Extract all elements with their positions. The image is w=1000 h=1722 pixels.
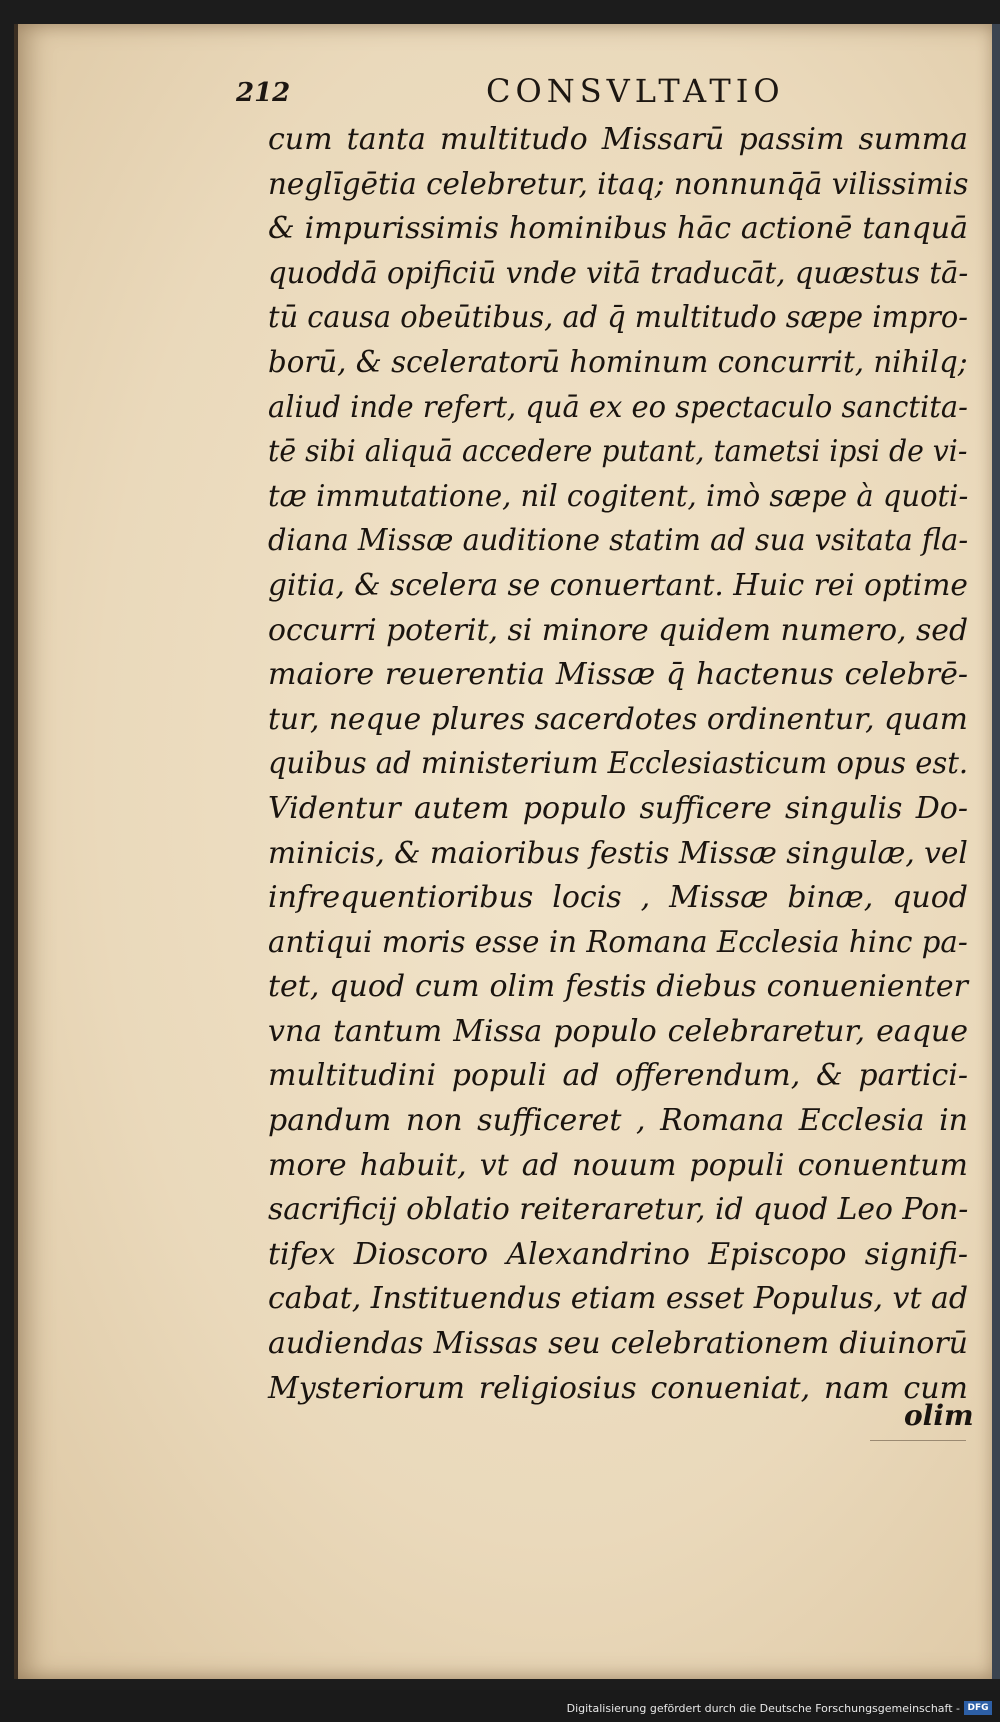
dfg-logo: DFG [964, 1701, 992, 1715]
page-header [236, 70, 996, 116]
text-line: tū causa obeūtibus, ad q̄ multitudo sæpe impro- [268, 300, 968, 336]
text-line: quoddā opificiū vnde vitā traducāt, quæstus tā- [268, 255, 969, 291]
text-line: maiore reuerentia Missæ q̄ hactenus celebrē- [268, 657, 968, 693]
text-line: audiendas Missas seu celebrationem diuinorū [268, 1326, 968, 1362]
text-line: multitudini populi ad offerendum, & partici- [268, 1058, 968, 1094]
text-line: cabat, Instituendus etiam esset Populus, vt ad [268, 1281, 969, 1317]
running-title: CONSVLTATIO [486, 72, 785, 110]
text-line: pandum non sufficeret , Romana Ecclesia in [268, 1103, 968, 1139]
page-edge [992, 24, 1000, 1679]
text-line: more habuit, vt ad nouum populi conuentum [268, 1147, 968, 1183]
text-line: cum tanta multitudo Missarū passim summa [268, 122, 968, 157]
page-number: 212 [236, 78, 291, 108]
text-line: tifex Dioscoro Alexandrino Episcopo signifi- [268, 1236, 968, 1272]
text-line: diana Missæ auditione statim ad sua vsitata fla- [268, 523, 969, 559]
text-line: quibus ad ministerium Ecclesiasticum opus est. [268, 746, 969, 782]
text-line: Videntur autem populo sufficere singulis Do- [268, 790, 968, 826]
text-line: & impurissimis hominibus hāc actionē tanquā [268, 211, 968, 247]
body-text [268, 118, 968, 1411]
text-line: antiqui moris esse in Romana Ecclesia hinc pa- [268, 924, 968, 960]
catchword-rule [870, 1440, 966, 1441]
text-line: aliud inde refert, quā ex eo spectaculo sanctita- [268, 389, 968, 425]
catchword: olim [904, 1399, 974, 1432]
text-line: occurri poterit, si minore quidem numero, sed [268, 612, 969, 648]
text-line: tē sibi aliquā accedere putant, tametsi ipsi de vi- [268, 434, 968, 470]
text-line: minicis, & maioribus festis Missæ singulæ, vel [268, 835, 968, 871]
text-line: tur, neque plures sacerdotes ordinentur, quam [268, 701, 968, 737]
text-line: vna tantum Missa populo celebraretur, eaque [268, 1013, 968, 1049]
text-line: sacrificij oblatio reiteraretur, id quod Leo Pon- [268, 1192, 969, 1228]
digitization-credit: Digitalisierung gefördert durch die Deutsche Forschungsgemeinschaft - [566, 1702, 960, 1715]
text-line: tæ immutatione, nil cogitent, imò sæpe à quoti- [268, 478, 969, 514]
text-line: borū, & sceleratorū hominum concurrit, nihilq; [268, 344, 968, 380]
text-line: neglīgētia celebretur, itaq; nonnunq̄ā vilissimis [268, 166, 969, 202]
text-line: gitia, & scelera se conuertant. Huic rei optime [268, 567, 968, 603]
text-line: tet, quod cum olim festis diebus conuenienter [268, 969, 968, 1005]
text-line: Mysteriorum religiosius conueniat, nam cum [268, 1370, 968, 1406]
text-line: infrequentioribus locis , Missæ binæ, quod [268, 880, 968, 916]
